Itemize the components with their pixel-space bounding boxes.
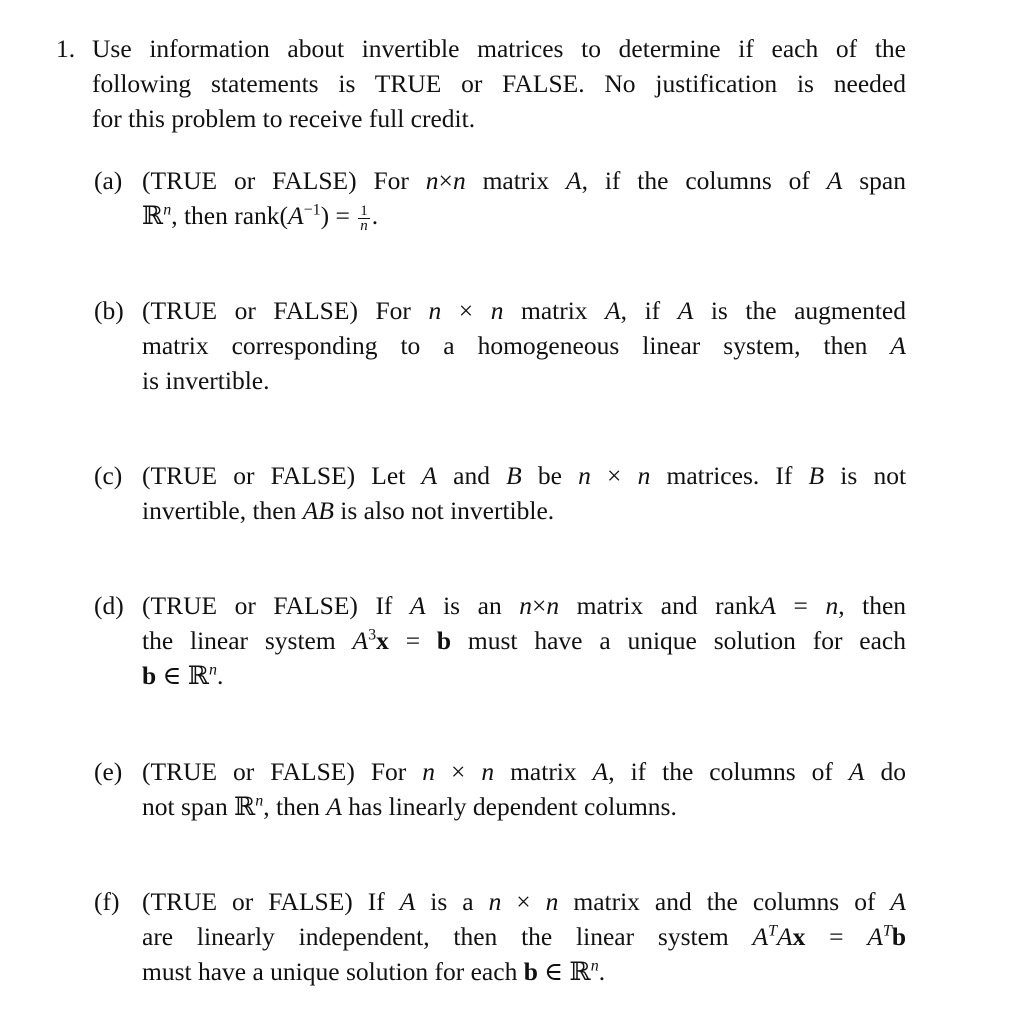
part-statement: (TRUE or FALSE) For n × n matrix A, if the columns of A do not span ℝ$^n$, then A has linearly dependent columns. — [142, 757, 906, 822]
part-c — [94, 458, 906, 528]
fraction: $\frac{1}{n}$ — [360, 202, 368, 234]
part-statement: (TRUE or FALSE) Let A and B be n × n matrices. If B is not invertible, then AB is also not invertible. — [142, 461, 907, 525]
part-e — [94, 754, 906, 825]
part-statement: (TRUE or FALSE) For n × n matrix A, if A is the augmented matrix corresponding to a homogeneous linear system, then A is invertible. — [142, 296, 906, 395]
part-prefix: (TRUE or FALSE) — [142, 461, 356, 490]
part-statement: (TRUE or FALSE) If A is a n × n matrix and the columns of A are linearly independent, then the linear system $A^TAx = A^Tb$ must have a unique solution for each b ∈ ℝ$^n$. — [142, 887, 906, 987]
part-a — [94, 163, 906, 234]
part-d — [94, 588, 906, 694]
part-statement: (TRUE or FALSE) For n×n matrix A, if the columns of A span ℝ$^n$, then $rank(A^{-1})$ = $\frac{1}{n}$ . — [142, 166, 906, 234]
part-label: (b) — [94, 296, 124, 325]
part-b — [94, 293, 906, 398]
part-statement: (TRUE or FALSE) If A is an n×n matrix and rankA = n, then the linear system $A^3x = b$ must have a unique solution for each b ∈ ℝ$^n$. — [142, 591, 907, 691]
problem-line: Use information about invertible matrices to determine if each of the — [92, 34, 906, 63]
part-label: (e) — [94, 757, 123, 786]
part-prefix: (TRUE or FALSE) — [142, 296, 358, 325]
part-f — [94, 884, 906, 990]
part-label: (f) — [94, 887, 120, 916]
part-prefix: (TRUE or FALSE) — [142, 757, 355, 786]
problem-line: for this problem to receive full credit. — [92, 104, 476, 133]
part-prefix: (TRUE or FALSE) — [142, 887, 353, 916]
part-label: (a) — [94, 166, 123, 195]
problem-number: 1. — [56, 34, 76, 63]
problem-statement — [92, 31, 906, 136]
part-prefix: (TRUE or FALSE) — [142, 166, 357, 195]
part-prefix: (TRUE or FALSE) — [142, 591, 358, 620]
problem-1 — [56, 31, 906, 136]
problem-line: following statements is TRUE or FALSE. No justification is needed — [92, 69, 906, 98]
part-label: (d) — [94, 591, 124, 620]
part-label: (c) — [94, 461, 123, 490]
